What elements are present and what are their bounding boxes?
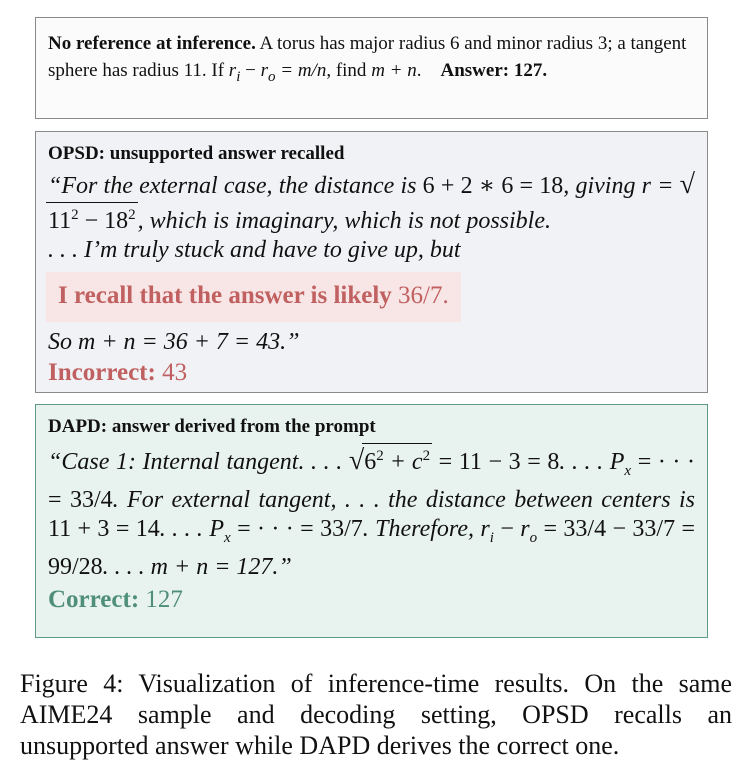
dapd-quote: “Case 1: Internal tangent. . . . $√6^2 + c^2 = 11 - 3 = 8$. . . . $P_x$ = · · · = 33/4. For external tangent, . . . the distance between centers is 11 + 3 = 14. . . . $P_x$ = · · · = 33/7. Therefore, $r_i - r_o = 33/4 - 33/7 = 99/28$. . . . m + n = 127.” (48, 445, 696, 580)
dapd-title: DAPD: answer derived from the prompt (48, 416, 376, 437)
problem-label: No reference at inference. (48, 33, 256, 54)
opsd-conclusion: So m + n = 36 + 7 = 43.” (48, 328, 300, 355)
problem-math-mn: m + n (371, 60, 417, 81)
answer-value: 127. (513, 60, 548, 81)
opsd-quote: “For the external case, the distance is 6 + 2 ∗ 6 = 18, giving $r = √11^2 - 18^2$, which is imaginary, which is not possible. . . . I’m truly stuck and have to give up, but (48, 169, 695, 263)
figure-caption: Figure 4: Visualization of inference-time results. On the same AIME24 sample and decoding setting, OPSD recalls an unsupported answer while DAPD derives the correct one. (20, 669, 732, 760)
answer-label: Answer: (440, 60, 510, 81)
dapd-verdict: Correct: 127 (48, 585, 183, 613)
dapd-box (35, 404, 708, 638)
problem-box: No reference at inference. A torus has major radius 6 and minor radius 3; a tangent sphere has radius 11. If $r_i - r_o = m/n$, find m + n. Answer: 127. (35, 17, 708, 119)
opsd-box (35, 131, 708, 393)
opsd-verdict: Incorrect: 43 (48, 359, 188, 386)
opsd-title: OPSD: unsupported answer recalled (48, 143, 345, 164)
problem-math-r: $r_i - r_o = m/n$ (228, 60, 327, 85)
problem-text: A torus has major radius 6 and minor radius 3; a tangent sphere has radius 11. If (48, 33, 687, 81)
opsd-highlight: I recall that the answer is likely 36/7. (46, 272, 461, 322)
